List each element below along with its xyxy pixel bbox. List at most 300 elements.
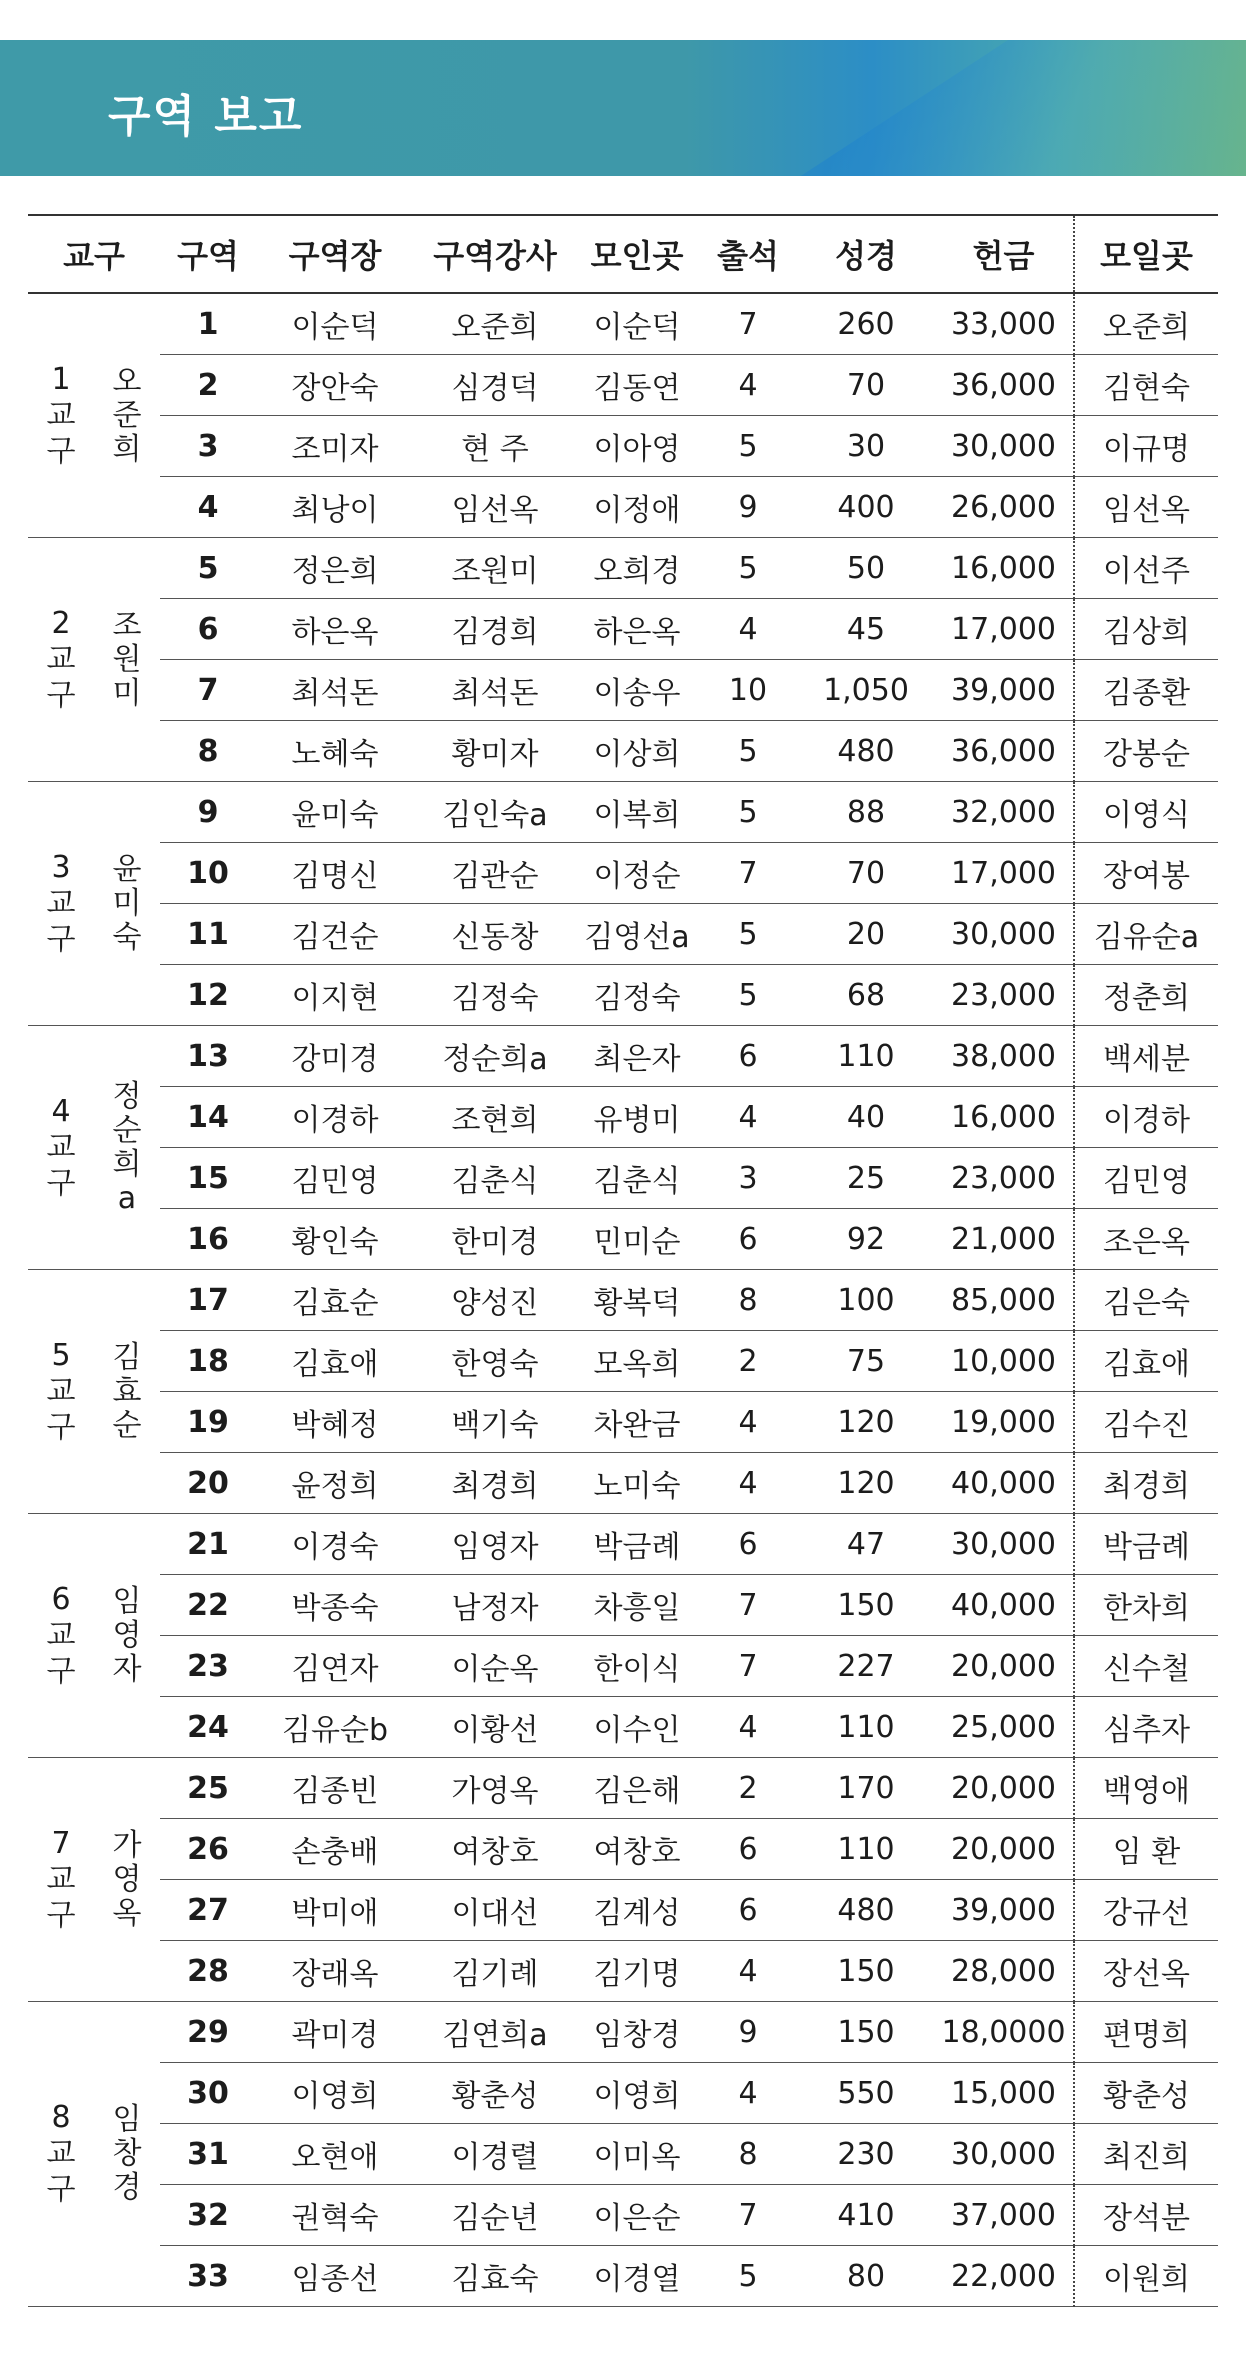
met-place-cell: 여창호 — [576, 1819, 698, 1880]
parish-leader-cell — [94, 1270, 160, 1514]
table-row — [28, 1087, 1218, 1148]
district-teacher-cell: 임영자 — [414, 1514, 576, 1575]
parish-cell — [28, 538, 94, 782]
met-place-cell: 김춘식 — [576, 1148, 698, 1209]
district-teacher-cell: 한미경 — [414, 1209, 576, 1270]
attendance-cell: 5 — [698, 904, 798, 965]
parish-cell — [28, 2002, 94, 2307]
district-teacher-cell: 김인숙a — [414, 782, 576, 843]
district-teacher-cell: 심경덕 — [414, 355, 576, 416]
met-place-cell: 이복희 — [576, 782, 698, 843]
bible-count-cell: 30 — [798, 416, 934, 477]
next-place-cell: 편명희 — [1074, 2002, 1218, 2063]
district-teacher-cell: 김기례 — [414, 1941, 576, 2002]
parish-leader-label: 오준희 — [112, 363, 142, 467]
district-leader-cell: 오현애 — [256, 2124, 414, 2185]
offering-cell: 85,000 — [934, 1270, 1074, 1331]
bible-count-cell: 120 — [798, 1453, 934, 1514]
table-row — [28, 721, 1218, 782]
district-number-cell: 11 — [160, 904, 256, 965]
district-number-cell: 18 — [160, 1331, 256, 1392]
attendance-cell: 8 — [698, 2124, 798, 2185]
district-teacher-cell: 정순희a — [414, 1026, 576, 1087]
met-place-cell: 이순덕 — [576, 293, 698, 355]
district-leader-cell: 김효순 — [256, 1270, 414, 1331]
met-place-cell: 황복덕 — [576, 1270, 698, 1331]
next-place-cell: 김은숙 — [1074, 1270, 1218, 1331]
met-place-cell: 한이식 — [576, 1636, 698, 1697]
table-row — [28, 1026, 1218, 1087]
bible-count-cell: 400 — [798, 477, 934, 538]
bible-count-cell: 92 — [798, 1209, 934, 1270]
district-number-cell: 5 — [160, 538, 256, 599]
parish-leader-cell — [94, 293, 160, 538]
parish-cell — [28, 1514, 94, 1758]
district-teacher-cell: 오준희 — [414, 293, 576, 355]
offering-cell: 36,000 — [934, 721, 1074, 782]
parish-leader-cell — [94, 2002, 160, 2307]
met-place-cell: 민미순 — [576, 1209, 698, 1270]
attendance-cell: 9 — [698, 2002, 798, 2063]
district-leader-cell: 이경숙 — [256, 1514, 414, 1575]
table-row — [28, 1575, 1218, 1636]
offering-cell: 20,000 — [934, 1636, 1074, 1697]
next-place-cell: 김민영 — [1074, 1148, 1218, 1209]
met-place-cell: 차완금 — [576, 1392, 698, 1453]
attendance-cell: 9 — [698, 477, 798, 538]
next-place-cell: 백영애 — [1074, 1758, 1218, 1819]
parish-leader-label: 조원미 — [112, 607, 142, 711]
page-title: 구역 보고 — [108, 91, 304, 142]
parish-label: 8교구 — [46, 2100, 76, 2207]
parish-leader-cell — [94, 538, 160, 782]
district-leader-cell: 노혜숙 — [256, 721, 414, 782]
bible-count-cell: 227 — [798, 1636, 934, 1697]
bible-count-cell: 150 — [798, 1575, 934, 1636]
bible-count-cell: 150 — [798, 2002, 934, 2063]
attendance-cell: 6 — [698, 1209, 798, 1270]
table-row — [28, 1819, 1218, 1880]
bible-count-cell: 100 — [798, 1270, 934, 1331]
attendance-cell: 4 — [698, 1453, 798, 1514]
next-place-cell: 이경하 — [1074, 1087, 1218, 1148]
attendance-cell: 7 — [698, 2185, 798, 2246]
offering-cell: 16,000 — [934, 1087, 1074, 1148]
next-place-cell: 장여봉 — [1074, 843, 1218, 904]
offering-cell: 23,000 — [934, 1148, 1074, 1209]
district-leader-cell: 하은옥 — [256, 599, 414, 660]
district-teacher-cell: 황춘성 — [414, 2063, 576, 2124]
table-row — [28, 416, 1218, 477]
table-row — [28, 1331, 1218, 1392]
district-teacher-cell: 김효숙 — [414, 2246, 576, 2307]
parish-leader-cell — [94, 782, 160, 1026]
met-place-cell: 김영선a — [576, 904, 698, 965]
table-row — [28, 2063, 1218, 2124]
attendance-cell: 8 — [698, 1270, 798, 1331]
table-row — [28, 2124, 1218, 2185]
district-teacher-cell: 백기숙 — [414, 1392, 576, 1453]
next-place-cell: 최경희 — [1074, 1453, 1218, 1514]
district-leader-cell: 김명신 — [256, 843, 414, 904]
attendance-cell: 7 — [698, 1636, 798, 1697]
attendance-cell: 2 — [698, 1758, 798, 1819]
bible-count-cell: 260 — [798, 293, 934, 355]
met-place-cell: 이영희 — [576, 2063, 698, 2124]
district-teacher-cell: 김연희a — [414, 2002, 576, 2063]
district-leader-cell: 김건순 — [256, 904, 414, 965]
district-number-cell: 14 — [160, 1087, 256, 1148]
offering-cell: 39,000 — [934, 1880, 1074, 1941]
district-number-cell: 3 — [160, 416, 256, 477]
next-place-cell: 김종환 — [1074, 660, 1218, 721]
offering-cell: 18,0000 — [934, 2002, 1074, 2063]
table-row — [28, 965, 1218, 1026]
district-leader-cell: 이지현 — [256, 965, 414, 1026]
offering-cell: 26,000 — [934, 477, 1074, 538]
table-row — [28, 1941, 1218, 2002]
table-row — [28, 477, 1218, 538]
district-leader-cell: 임종선 — [256, 2246, 414, 2307]
table-row — [28, 293, 1218, 355]
attendance-cell: 4 — [698, 1392, 798, 1453]
district-leader-cell: 김효애 — [256, 1331, 414, 1392]
attendance-cell: 10 — [698, 660, 798, 721]
met-place-cell: 김기명 — [576, 1941, 698, 2002]
bible-count-cell: 70 — [798, 355, 934, 416]
next-place-cell: 정춘희 — [1074, 965, 1218, 1026]
district-leader-cell: 최석돈 — [256, 660, 414, 721]
district-teacher-cell: 김정숙 — [414, 965, 576, 1026]
parish-leader-label: 임창경 — [112, 2102, 142, 2205]
parish-leader-label: 김효순 — [112, 1339, 142, 1443]
attendance-cell: 6 — [698, 1026, 798, 1087]
parish-leader-cell — [94, 1758, 160, 2002]
offering-cell: 22,000 — [934, 2246, 1074, 2307]
offering-cell: 16,000 — [934, 538, 1074, 599]
offering-cell: 25,000 — [934, 1697, 1074, 1758]
district-teacher-cell: 남정자 — [414, 1575, 576, 1636]
attendance-cell: 6 — [698, 1819, 798, 1880]
district-teacher-cell: 가영옥 — [414, 1758, 576, 1819]
attendance-cell: 4 — [698, 1697, 798, 1758]
table-row — [28, 1697, 1218, 1758]
attendance-cell: 5 — [698, 416, 798, 477]
table-body — [28, 293, 1218, 2307]
next-place-cell: 백세분 — [1074, 1026, 1218, 1087]
parish-label: 7교구 — [46, 1825, 76, 1933]
district-teacher-cell: 황미자 — [414, 721, 576, 782]
district-number-cell: 12 — [160, 965, 256, 1026]
parish-label: 3교구 — [46, 849, 76, 957]
district-leader-cell: 최낭이 — [256, 477, 414, 538]
met-place-cell: 박금례 — [576, 1514, 698, 1575]
bible-count-cell: 110 — [798, 1026, 934, 1087]
header-district: 구역 — [160, 215, 256, 293]
district-leader-cell: 황인숙 — [256, 1209, 414, 1270]
offering-cell: 36,000 — [934, 355, 1074, 416]
attendance-cell: 5 — [698, 782, 798, 843]
table-row — [28, 782, 1218, 843]
district-teacher-cell: 이경렬 — [414, 2124, 576, 2185]
district-leader-cell: 윤정희 — [256, 1453, 414, 1514]
district-number-cell: 6 — [160, 599, 256, 660]
met-place-cell: 이상희 — [576, 721, 698, 782]
next-place-cell: 조은옥 — [1074, 1209, 1218, 1270]
table-row — [28, 1392, 1218, 1453]
district-teacher-cell: 최석돈 — [414, 660, 576, 721]
district-teacher-cell: 조원미 — [414, 538, 576, 599]
district-leader-cell: 손충배 — [256, 1819, 414, 1880]
district-number-cell: 32 — [160, 2185, 256, 2246]
table-row — [28, 1514, 1218, 1575]
district-leader-cell: 박종숙 — [256, 1575, 414, 1636]
table-row — [28, 1758, 1218, 1819]
attendance-cell: 5 — [698, 2246, 798, 2307]
header-met-place: 모인곳 — [576, 215, 698, 293]
district-number-cell: 19 — [160, 1392, 256, 1453]
bible-count-cell: 110 — [798, 1697, 934, 1758]
parish-label: 5교구 — [46, 1337, 76, 1445]
district-leader-cell: 강미경 — [256, 1026, 414, 1087]
district-number-cell: 16 — [160, 1209, 256, 1270]
offering-cell: 38,000 — [934, 1026, 1074, 1087]
header-parish: 교구 — [28, 215, 160, 293]
district-teacher-cell: 이대선 — [414, 1880, 576, 1941]
district-teacher-cell: 김관순 — [414, 843, 576, 904]
bible-count-cell: 47 — [798, 1514, 934, 1575]
district-number-cell: 23 — [160, 1636, 256, 1697]
bible-count-cell: 68 — [798, 965, 934, 1026]
bible-count-cell: 480 — [798, 721, 934, 782]
table-row — [28, 2002, 1218, 2063]
district-teacher-cell: 양성진 — [414, 1270, 576, 1331]
district-leader-cell: 이순덕 — [256, 293, 414, 355]
table-row — [28, 1148, 1218, 1209]
next-place-cell: 신수철 — [1074, 1636, 1218, 1697]
district-teacher-cell: 이순옥 — [414, 1636, 576, 1697]
table-row — [28, 355, 1218, 416]
next-place-cell: 이선주 — [1074, 538, 1218, 599]
next-place-cell: 심추자 — [1074, 1697, 1218, 1758]
district-number-cell: 9 — [160, 782, 256, 843]
district-number-cell: 10 — [160, 843, 256, 904]
met-place-cell: 임창경 — [576, 2002, 698, 2063]
next-place-cell: 이원희 — [1074, 2246, 1218, 2307]
table-header-row — [28, 215, 1218, 293]
bible-count-cell: 1,050 — [798, 660, 934, 721]
offering-cell: 30,000 — [934, 2124, 1074, 2185]
met-place-cell: 김은해 — [576, 1758, 698, 1819]
district-number-cell: 21 — [160, 1514, 256, 1575]
header-offering: 헌금 — [934, 215, 1074, 293]
parish-label: 2교구 — [46, 605, 76, 713]
district-teacher-cell: 신동창 — [414, 904, 576, 965]
attendance-cell: 3 — [698, 1148, 798, 1209]
met-place-cell: 이미옥 — [576, 2124, 698, 2185]
header-next-place: 모일곳 — [1074, 215, 1218, 293]
district-number-cell: 26 — [160, 1819, 256, 1880]
district-teacher-cell: 이황선 — [414, 1697, 576, 1758]
next-place-cell: 김상희 — [1074, 599, 1218, 660]
header-attendance: 출석 — [698, 215, 798, 293]
parish-label: 6교구 — [46, 1581, 76, 1689]
district-number-cell: 31 — [160, 2124, 256, 2185]
table-row — [28, 2185, 1218, 2246]
next-place-cell: 장선옥 — [1074, 1941, 1218, 2002]
bible-count-cell: 20 — [798, 904, 934, 965]
offering-cell: 40,000 — [934, 1453, 1074, 1514]
met-place-cell: 차흥일 — [576, 1575, 698, 1636]
offering-cell: 39,000 — [934, 660, 1074, 721]
header-district-leader: 구역장 — [256, 215, 414, 293]
attendance-cell: 7 — [698, 1575, 798, 1636]
next-place-cell: 박금례 — [1074, 1514, 1218, 1575]
district-leader-cell: 김유순b — [256, 1697, 414, 1758]
met-place-cell: 하은옥 — [576, 599, 698, 660]
district-number-cell: 17 — [160, 1270, 256, 1331]
next-place-cell: 강규선 — [1074, 1880, 1218, 1941]
district-teacher-cell: 여창호 — [414, 1819, 576, 1880]
bible-count-cell: 480 — [798, 1880, 934, 1941]
bible-count-cell: 120 — [798, 1392, 934, 1453]
bible-count-cell: 75 — [798, 1331, 934, 1392]
met-place-cell: 이정순 — [576, 843, 698, 904]
bible-count-cell: 88 — [798, 782, 934, 843]
met-place-cell: 김계성 — [576, 1880, 698, 1941]
met-place-cell: 이경열 — [576, 2246, 698, 2307]
met-place-cell: 이정애 — [576, 477, 698, 538]
table-row — [28, 660, 1218, 721]
next-place-cell: 최진희 — [1074, 2124, 1218, 2185]
next-place-cell: 김효애 — [1074, 1331, 1218, 1392]
bible-count-cell: 70 — [798, 843, 934, 904]
met-place-cell: 이아영 — [576, 416, 698, 477]
attendance-cell: 4 — [698, 2063, 798, 2124]
district-leader-cell: 김민영 — [256, 1148, 414, 1209]
parish-cell — [28, 1026, 94, 1270]
district-number-cell: 27 — [160, 1880, 256, 1941]
attendance-cell: 7 — [698, 293, 798, 355]
attendance-cell: 4 — [698, 1087, 798, 1148]
offering-cell: 30,000 — [934, 1514, 1074, 1575]
bible-count-cell: 410 — [798, 2185, 934, 2246]
parish-label: 1교구 — [46, 361, 76, 469]
parish-leader-label: 가영옥 — [112, 1827, 142, 1931]
district-leader-cell: 장래옥 — [256, 1941, 414, 2002]
district-number-cell: 30 — [160, 2063, 256, 2124]
offering-cell: 20,000 — [934, 1758, 1074, 1819]
district-number-cell: 22 — [160, 1575, 256, 1636]
next-place-cell: 오준희 — [1074, 293, 1218, 355]
district-leader-cell: 김연자 — [256, 1636, 414, 1697]
offering-cell: 10,000 — [934, 1331, 1074, 1392]
attendance-cell: 7 — [698, 843, 798, 904]
table-row — [28, 843, 1218, 904]
district-number-cell: 29 — [160, 2002, 256, 2063]
next-place-cell: 한차희 — [1074, 1575, 1218, 1636]
attendance-cell: 5 — [698, 721, 798, 782]
bible-count-cell: 110 — [798, 1819, 934, 1880]
district-leader-cell: 정은희 — [256, 538, 414, 599]
district-leader-cell: 박혜정 — [256, 1392, 414, 1453]
header-banner — [0, 40, 1246, 176]
district-teacher-cell: 최경희 — [414, 1453, 576, 1514]
attendance-cell: 5 — [698, 538, 798, 599]
offering-cell: 33,000 — [934, 293, 1074, 355]
parish-leader-cell — [94, 1514, 160, 1758]
attendance-cell: 5 — [698, 965, 798, 1026]
district-teacher-cell: 김춘식 — [414, 1148, 576, 1209]
parish-cell — [28, 1270, 94, 1514]
bible-count-cell: 25 — [798, 1148, 934, 1209]
district-teacher-cell: 조현희 — [414, 1087, 576, 1148]
district-number-cell: 13 — [160, 1026, 256, 1087]
offering-cell: 17,000 — [934, 843, 1074, 904]
offering-cell: 15,000 — [934, 2063, 1074, 2124]
district-teacher-cell: 한영숙 — [414, 1331, 576, 1392]
attendance-cell: 6 — [698, 1880, 798, 1941]
district-leader-cell: 곽미경 — [256, 2002, 414, 2063]
parish-label: 4교구 — [46, 1093, 76, 1201]
offering-cell: 23,000 — [934, 965, 1074, 1026]
met-place-cell: 오희경 — [576, 538, 698, 599]
offering-cell: 30,000 — [934, 904, 1074, 965]
district-teacher-cell: 임선옥 — [414, 477, 576, 538]
met-place-cell: 김동연 — [576, 355, 698, 416]
offering-cell: 37,000 — [934, 2185, 1074, 2246]
next-place-cell: 이규명 — [1074, 416, 1218, 477]
attendance-cell: 2 — [698, 1331, 798, 1392]
next-place-cell: 김현숙 — [1074, 355, 1218, 416]
attendance-cell: 4 — [698, 599, 798, 660]
met-place-cell: 모옥희 — [576, 1331, 698, 1392]
offering-cell: 21,000 — [934, 1209, 1074, 1270]
district-number-cell: 25 — [160, 1758, 256, 1819]
bible-count-cell: 550 — [798, 2063, 934, 2124]
attendance-cell: 4 — [698, 355, 798, 416]
offering-cell: 19,000 — [934, 1392, 1074, 1453]
next-place-cell: 임 환 — [1074, 1819, 1218, 1880]
met-place-cell: 이수인 — [576, 1697, 698, 1758]
parish-cell — [28, 293, 94, 538]
parish-leader-cell — [94, 1026, 160, 1270]
attendance-cell: 6 — [698, 1514, 798, 1575]
district-teacher-cell: 김경희 — [414, 599, 576, 660]
district-leader-cell: 조미자 — [256, 416, 414, 477]
next-place-cell: 이영식 — [1074, 782, 1218, 843]
offering-cell: 17,000 — [934, 599, 1074, 660]
parish-cell — [28, 782, 94, 1026]
met-place-cell: 노미숙 — [576, 1453, 698, 1514]
district-number-cell: 28 — [160, 1941, 256, 2002]
district-leader-cell: 이경하 — [256, 1087, 414, 1148]
district-number-cell: 4 — [160, 477, 256, 538]
offering-cell: 30,000 — [934, 416, 1074, 477]
district-leader-cell: 박미애 — [256, 1880, 414, 1941]
met-place-cell: 최은자 — [576, 1026, 698, 1087]
district-number-cell: 33 — [160, 2246, 256, 2307]
header-district-teacher: 구역강사 — [414, 215, 576, 293]
next-place-cell: 황춘성 — [1074, 2063, 1218, 2124]
district-number-cell: 2 — [160, 355, 256, 416]
district-leader-cell: 장안숙 — [256, 355, 414, 416]
district-leader-cell: 윤미숙 — [256, 782, 414, 843]
met-place-cell: 김정숙 — [576, 965, 698, 1026]
table-row — [28, 599, 1218, 660]
district-number-cell: 8 — [160, 721, 256, 782]
table-row — [28, 1636, 1218, 1697]
